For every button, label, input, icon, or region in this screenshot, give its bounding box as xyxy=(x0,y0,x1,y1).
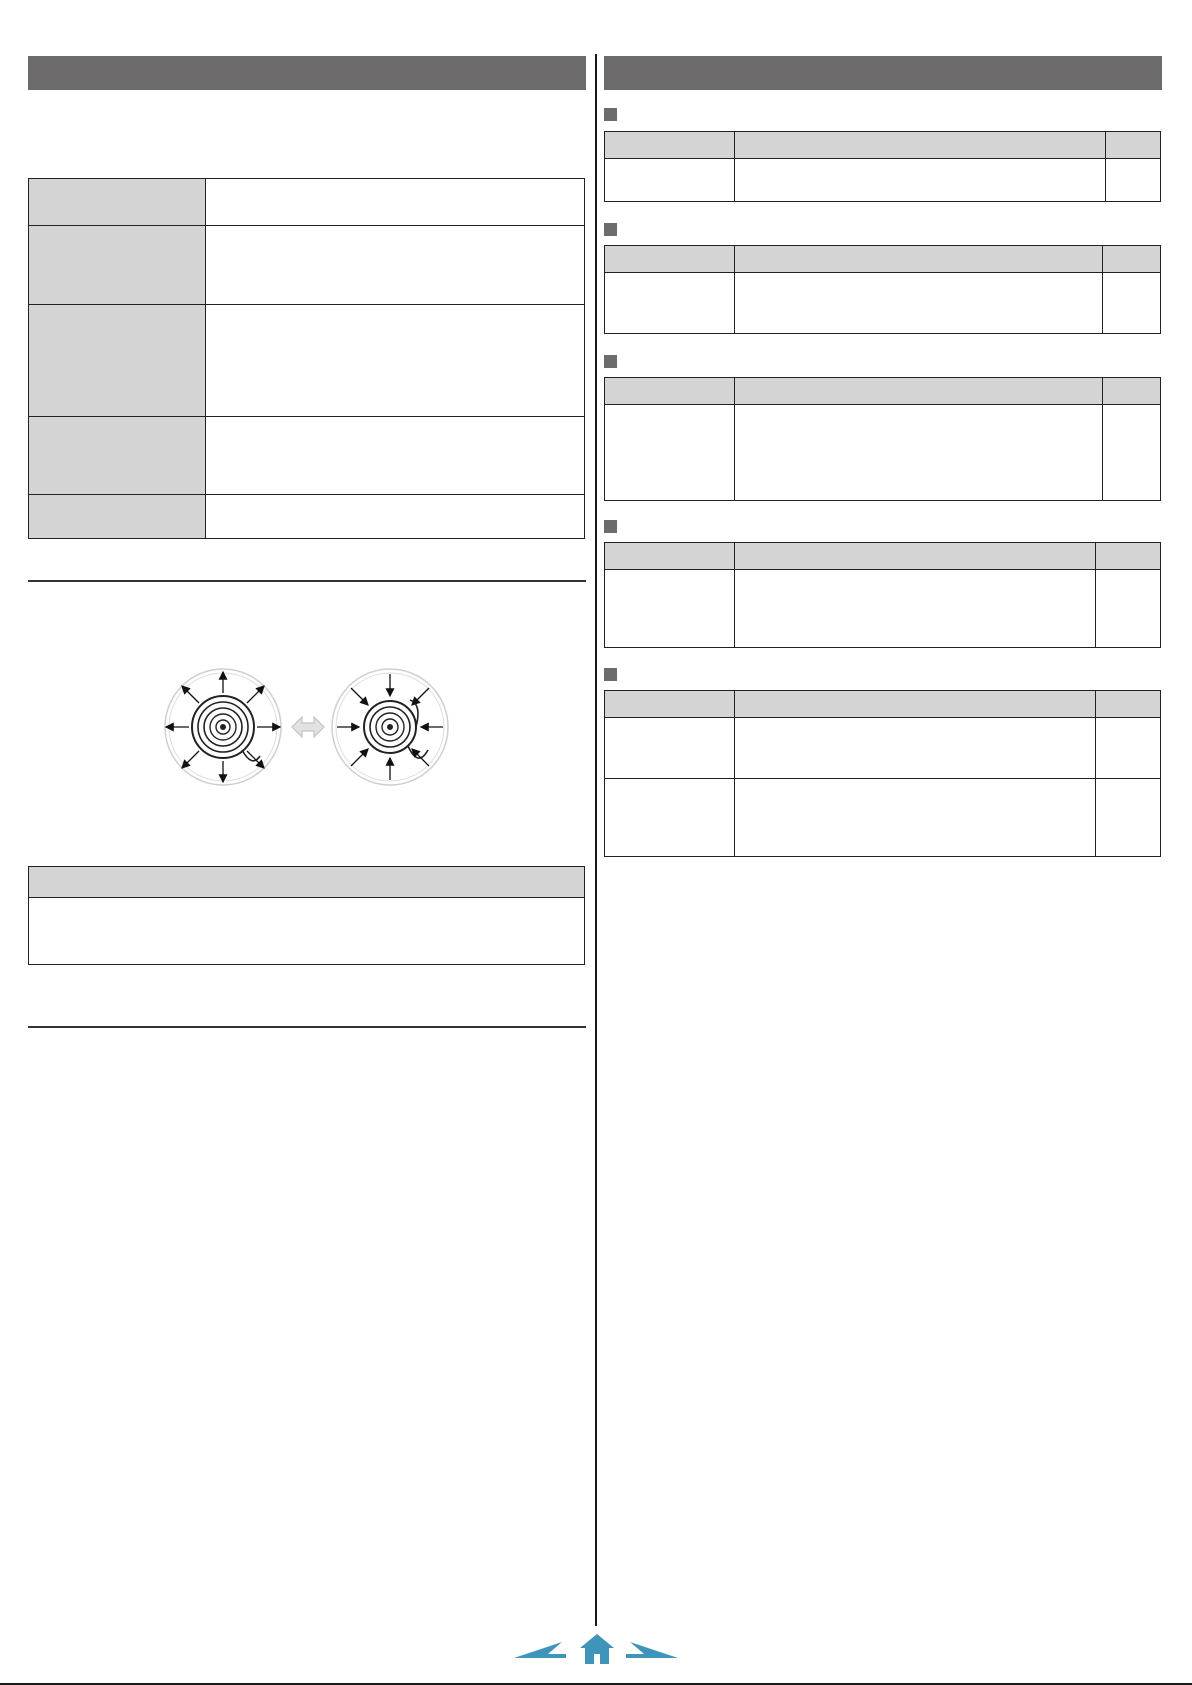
table-row xyxy=(605,159,1161,202)
subsection-table xyxy=(604,690,1161,857)
table-cell xyxy=(605,570,735,648)
arrow-left-icon[interactable] xyxy=(514,1632,566,1668)
header-cell xyxy=(605,132,735,159)
spec-label-cell xyxy=(29,179,206,226)
table-header-row xyxy=(605,691,1161,718)
spec-row xyxy=(29,226,585,305)
spec-value-cell xyxy=(206,226,585,305)
column-divider xyxy=(595,54,597,1626)
table-cell xyxy=(735,570,1096,648)
table-cell xyxy=(735,718,1096,779)
header-cell xyxy=(735,132,1106,159)
spec-row xyxy=(29,179,585,226)
spec-row xyxy=(29,305,585,417)
arrow-right-icon[interactable] xyxy=(626,1632,678,1668)
header-cell xyxy=(605,378,735,405)
spec-value-cell xyxy=(206,417,585,495)
table-row xyxy=(605,405,1161,501)
note-box-header xyxy=(29,867,584,898)
subsection-marker xyxy=(604,668,617,681)
section-divider-rule xyxy=(28,580,586,582)
spec-row xyxy=(29,495,585,539)
header-cell xyxy=(735,246,1103,273)
right-section-header-bar xyxy=(604,56,1162,90)
table-cell xyxy=(1096,779,1161,857)
subsection-marker xyxy=(604,520,617,533)
table-cell xyxy=(1106,159,1161,202)
spec-value-cell xyxy=(206,179,585,226)
subsection-marker xyxy=(604,108,617,121)
header-cell xyxy=(735,378,1103,405)
spec-value-cell xyxy=(206,495,585,539)
table-cell xyxy=(605,718,735,779)
spec-value-cell xyxy=(206,305,585,417)
header-cell xyxy=(605,543,735,570)
subsection-marker xyxy=(604,223,617,236)
spec-label-cell xyxy=(29,417,206,495)
table-row xyxy=(605,718,1161,779)
table-header-row xyxy=(605,543,1161,570)
subsection-table xyxy=(604,542,1161,648)
double-arrow-icon xyxy=(292,717,324,737)
dial-contract-figure xyxy=(332,669,448,785)
spec-row xyxy=(29,417,585,495)
specification-table xyxy=(28,178,585,539)
header-cell xyxy=(1096,543,1161,570)
table-cell xyxy=(735,779,1096,857)
table-cell xyxy=(1103,405,1161,501)
subsection-marker xyxy=(604,355,617,368)
table-cell xyxy=(605,273,735,334)
table-cell xyxy=(735,273,1103,334)
table-header-row xyxy=(605,378,1161,405)
table-cell xyxy=(1103,273,1161,334)
subsection-table xyxy=(604,377,1161,501)
table-cell xyxy=(735,405,1103,501)
table-cell xyxy=(1096,718,1161,779)
subsection-table xyxy=(604,245,1161,334)
spec-label-cell xyxy=(29,226,206,305)
header-cell xyxy=(1106,132,1161,159)
note-box xyxy=(28,866,585,965)
table-row xyxy=(605,273,1161,334)
table-row xyxy=(605,779,1161,857)
table-cell xyxy=(735,159,1106,202)
table-cell xyxy=(605,405,735,501)
dial-direction-diagram xyxy=(160,664,456,790)
table-header-row xyxy=(605,132,1161,159)
home-icon[interactable] xyxy=(578,1632,616,1668)
header-cell xyxy=(1103,378,1161,405)
header-cell xyxy=(605,246,735,273)
table-cell xyxy=(605,779,735,857)
table-cell xyxy=(605,159,735,202)
table-cell xyxy=(1096,570,1161,648)
subsection-table xyxy=(604,131,1161,202)
spec-label-cell xyxy=(29,305,206,417)
table-row xyxy=(605,570,1161,648)
spec-label-cell xyxy=(29,495,206,539)
left-section-header-bar xyxy=(28,56,586,90)
section-divider-rule xyxy=(28,1026,586,1028)
header-cell xyxy=(1103,246,1161,273)
dial-expand-figure xyxy=(165,669,281,785)
header-cell xyxy=(735,543,1096,570)
header-cell xyxy=(1096,691,1161,718)
header-cell xyxy=(605,691,735,718)
header-cell xyxy=(735,691,1096,718)
table-header-row xyxy=(605,246,1161,273)
